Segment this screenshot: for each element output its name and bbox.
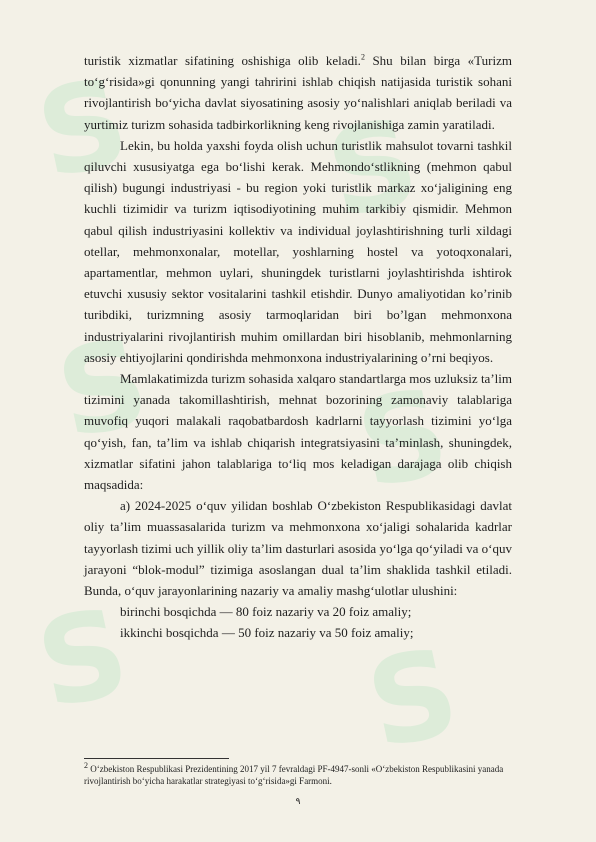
footnote-text: O‘zbekiston Respublikasi Prezidentining 2017 yil 7 fevraldagi PF-4947-sonli «O‘zbekiston Respublikasini yanada rivojlantirish bo‘yicha harakatlar strategiyasi to‘g‘risida»gi Farmoni. (84, 764, 504, 786)
paragraph-4: a) 2024-2025 o‘quv yilidan boshlab O‘zbekiston Respublikasidagi davlat oliy ta’lim muassasalarida turizm va mehmonxona xo‘jaligi sohalarida kadrlar tayyorlash tizimi uch yillik oliy ta’lim dasturlari asosida yo‘lga qo‘yiladi va o‘quv jarayoni “blok-modul” tizimiga asoslangan dual ta’lim shaklida tashkil etiladi. Bunda, o‘quv jarayonlarining nazariy va amaliy mashg‘ulotlar ulushini: (84, 498, 512, 599)
paragraph-text: turistik xizmatlar sifatining oshishiga olib keladi. (84, 53, 361, 68)
paragraph-3: Mamlakatimizda turizm sohasida xalqaro standartlarga mos uzluksiz ta’lim tizimini yanada takomillashtirish, mehnat bozorining zamonaviy talablariga muvofiq yuqori malakali raqobatbardosh kadrlarni tayyorlash tizimini yo‘lga qo‘yish, fan, ta’lim va ishlab chiqarish integratsiyasini ta’minlash, shuningdek, xizmatlar sifatini jahon talablariga to‘liq mos keladigan darajaga olib chiqish maqsadida: (84, 371, 512, 493)
watermark-logo: S (356, 622, 470, 777)
watermark-logo: S (26, 582, 140, 737)
paragraph-2: Lekin, bu holda yaxshi foyda olish uchun turistlik mahsulot tovarni tashkil qiluvchi xususiyatga ega bo‘lishi kerak. Mehmondo‘stlikning (mehmon qabul qilish) bugungi industriyasi - bu region yoki turistlik markaz xo‘jaligining eng kuchli tizimidir va turizm iqtisodiyotining muhim tarkibiy qismidir. Mehmon qabul qilish industriyasini kollektiv va individual joylashtirishning turli xildagi otellar, mehmonxonalar, motellar, yoshlarning hostel va yotoqxonalari, apartamentlar, mehmon uylari, shuningdek turistlarni joylashtirishda ishtirok etuvchi xususiy sektor vositalarini tashkil etishdir. Dunyo amaliyotidan ko’rinib turibdiki, turizmning asosiy tarmoqlaridan biri bo’lgan mehmonxona industriyalarini rivojlantirish muhim omillardan biri hisoblanib, mehmonlarning asosiy ehtiyojlarini qondirishda mehmonxona industriyalarining o’rni beqiyos. (84, 137, 512, 365)
list-item: birinchi bosqichda — 80 foiz nazariy va 20 foiz amaliy; (120, 604, 412, 620)
page-number: ٩ (295, 796, 301, 806)
paragraph-text: Shu bilan birga «Turizm to‘g‘risida»gi qonunning yangi tahririni ishlab chiqish natijasida turistik sohani rivojlantirish bo‘yicha davlat siyosatining asosiy yo‘nalishlari aniqlab beriladi va yurtimiz turizm sohasida tadbirkorlikning keng rivojlanishiga zamin yaratiladi. (84, 53, 512, 132)
watermark-logo: S (26, 52, 140, 207)
list-item: ikkinchi bosqichda — 50 foiz nazariy va 50 foiz amaliy; (120, 625, 414, 641)
body-text (84, 50, 512, 644)
watermark-logo: S (46, 312, 160, 467)
watermark-logo: S (346, 362, 460, 517)
watermark-logo: S (316, 92, 430, 247)
footnote-ref[interactable]: 2 (360, 52, 365, 62)
footnote-divider (84, 758, 229, 759)
paragraph-1 (84, 50, 512, 135)
footnote (84, 763, 512, 787)
footnote-marker: 2 (84, 761, 88, 770)
